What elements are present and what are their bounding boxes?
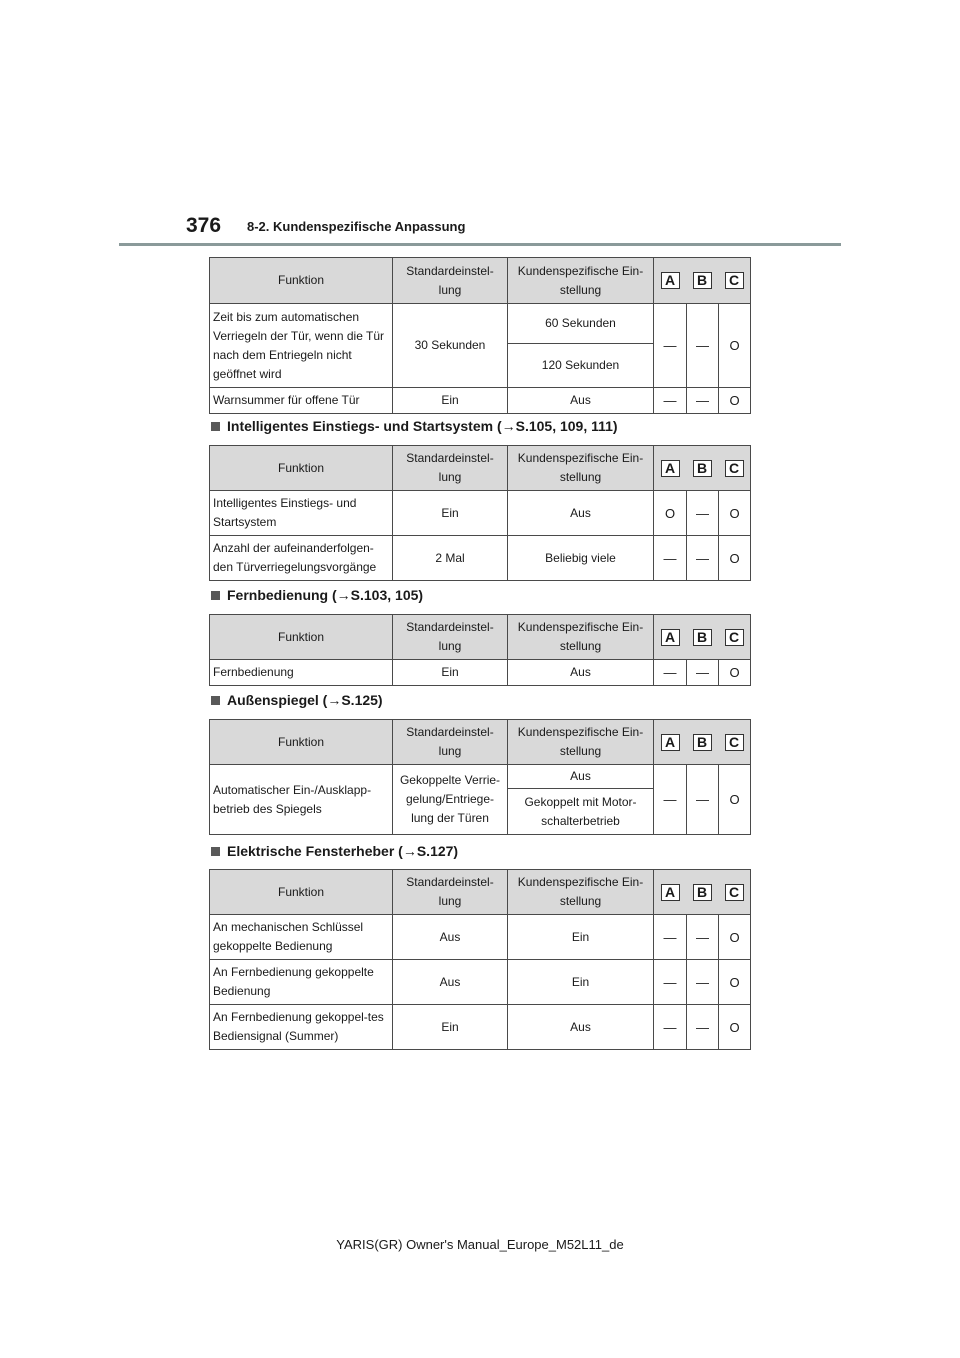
- label-b: B: [693, 629, 712, 646]
- cell-b: —: [687, 304, 719, 388]
- col-header-custom: Kundenspezifische Ein- stellung: [508, 258, 654, 304]
- label-a: A: [661, 272, 680, 289]
- col-header-custom: Kundenspezifische Ein- stellung: [508, 720, 654, 765]
- cell-a: —: [654, 960, 687, 1005]
- default-cell: Ein: [393, 660, 508, 686]
- cell-c: O: [719, 915, 751, 960]
- cell-c: O: [719, 1005, 751, 1050]
- col-header-funktion: Funktion: [210, 870, 393, 915]
- table-door-lock: [209, 257, 751, 414]
- page-number: 376: [186, 214, 222, 237]
- col-header-abc: [654, 720, 751, 765]
- option-cell: Aus: [508, 765, 654, 789]
- option-cell: Aus: [508, 388, 654, 414]
- col-header-standard: Standardeinstel- lung: [393, 615, 508, 660]
- label-c: C: [725, 272, 744, 289]
- label-a: A: [661, 629, 680, 646]
- col-header-funktion: Funktion: [210, 258, 393, 304]
- cell-a: —: [654, 304, 687, 388]
- col-header-standard: Standardeinstel- lung: [393, 720, 508, 765]
- bullet-square-icon: [211, 591, 220, 600]
- option-cell: Gekoppelt mit Motor-schalterbetrieb: [508, 789, 654, 835]
- cell-a: —: [654, 765, 687, 835]
- footer-manual-id: YARIS(GR) Owner's Manual_Europe_M52L11_de: [336, 1237, 624, 1252]
- label-c: C: [725, 734, 744, 751]
- col-header-standard: Standardeinstel- lung: [393, 258, 508, 304]
- function-cell: An mechanischen Schlüssel gekoppelte Bedienung: [210, 915, 393, 960]
- col-header-abc: [654, 258, 751, 304]
- option-cell: Beliebig viele: [508, 536, 654, 581]
- bullet-square-icon: [211, 422, 220, 431]
- cell-b: —: [687, 388, 719, 414]
- function-cell: Anzahl der aufeinanderfolgen-den Türverriegelungsvorgänge: [210, 536, 393, 581]
- function-cell: Intelligentes Einstiegs- und Startsystem: [210, 491, 393, 536]
- label-a: A: [661, 884, 680, 901]
- function-cell: Fernbedienung: [210, 660, 393, 686]
- label-b: B: [693, 734, 712, 751]
- col-header-abc: [654, 615, 751, 660]
- cell-b: —: [687, 915, 719, 960]
- cell-b: —: [687, 536, 719, 581]
- table-mirrors: [209, 719, 751, 835]
- option-cell: Ein: [508, 915, 654, 960]
- default-cell: 2 Mal: [393, 536, 508, 581]
- label-a: A: [661, 734, 680, 751]
- cell-b: —: [687, 765, 719, 835]
- label-b: B: [693, 884, 712, 901]
- option-cell: Ein: [508, 960, 654, 1005]
- table-windows: [209, 869, 751, 1050]
- option-cell: Aus: [508, 1005, 654, 1050]
- col-header-custom: Kundenspezifische Ein- stellung: [508, 870, 654, 915]
- cell-c: O: [719, 960, 751, 1005]
- col-header-custom: Kundenspezifische Ein- stellung: [508, 615, 654, 660]
- bullet-square-icon: [211, 847, 220, 856]
- cell-c: O: [719, 388, 751, 414]
- function-cell: An Fernbedienung gekoppel-tes Bediensignal (Summer): [210, 1005, 393, 1050]
- cell-b: —: [687, 1005, 719, 1050]
- cell-c: O: [719, 660, 751, 686]
- cell-a: —: [654, 388, 687, 414]
- cell-a: —: [654, 915, 687, 960]
- table-remote: [209, 614, 751, 686]
- label-c: C: [725, 884, 744, 901]
- subheading-mirrors: Außenspiegel (→S.125): [211, 692, 383, 708]
- subheading-windows: Elektrische Fensterheber (→S.127): [211, 843, 458, 859]
- default-cell: 30 Sekunden: [393, 304, 508, 388]
- subheading-remote: Fernbedienung (→S.103, 105): [211, 587, 423, 603]
- header-rule: [119, 243, 841, 246]
- cell-c: O: [719, 491, 751, 536]
- subheading-smart-entry: Intelligentes Einstiegs- und Startsystem (→S.105, 109, 111): [211, 418, 618, 434]
- cell-c: O: [719, 765, 751, 835]
- default-cell: Gekoppelte Verrie-gelung/Entriege-lung der Türen: [393, 765, 508, 835]
- function-cell: An Fernbedienung gekoppelte Bedienung: [210, 960, 393, 1005]
- function-cell: Warnsummer für offene Tür: [210, 388, 393, 414]
- default-cell: Aus: [393, 915, 508, 960]
- default-cell: Ein: [393, 388, 508, 414]
- label-b: B: [693, 272, 712, 289]
- default-cell: Ein: [393, 491, 508, 536]
- col-header-abc: [654, 870, 751, 915]
- option-cell: Aus: [508, 491, 654, 536]
- label-c: C: [725, 460, 744, 477]
- col-header-standard: Standardeinstel- lung: [393, 870, 508, 915]
- option-cell: 60 Sekunden: [508, 304, 654, 344]
- label-b: B: [693, 460, 712, 477]
- col-header-custom: Kundenspezifische Ein- stellung: [508, 446, 654, 491]
- cell-c: O: [719, 304, 751, 388]
- col-header-abc: [654, 446, 751, 491]
- col-header-funktion: Funktion: [210, 446, 393, 491]
- col-header-funktion: Funktion: [210, 615, 393, 660]
- label-a: A: [661, 460, 680, 477]
- bullet-square-icon: [211, 696, 220, 705]
- label-c: C: [725, 629, 744, 646]
- option-cell: 120 Sekunden: [508, 344, 654, 388]
- cell-a: O: [654, 491, 687, 536]
- section-title: 8-2. Kundenspezifische Anpassung: [247, 219, 466, 234]
- cell-c: O: [719, 536, 751, 581]
- function-cell: Zeit bis zum automatischen Verriegeln der Tür, wenn die Tür nach dem Entriegeln nicht geöffnet wird: [210, 304, 393, 388]
- cell-a: —: [654, 660, 687, 686]
- option-cell: Aus: [508, 660, 654, 686]
- cell-a: —: [654, 1005, 687, 1050]
- col-header-funktion: Funktion: [210, 720, 393, 765]
- cell-b: —: [687, 960, 719, 1005]
- default-cell: Ein: [393, 1005, 508, 1050]
- default-cell: Aus: [393, 960, 508, 1005]
- cell-b: —: [687, 491, 719, 536]
- cell-b: —: [687, 660, 719, 686]
- cell-a: —: [654, 536, 687, 581]
- function-cell: Automatischer Ein-/Ausklapp-betrieb des Spiegels: [210, 765, 393, 835]
- table-smart-entry: [209, 445, 751, 581]
- col-header-standard: Standardeinstel- lung: [393, 446, 508, 491]
